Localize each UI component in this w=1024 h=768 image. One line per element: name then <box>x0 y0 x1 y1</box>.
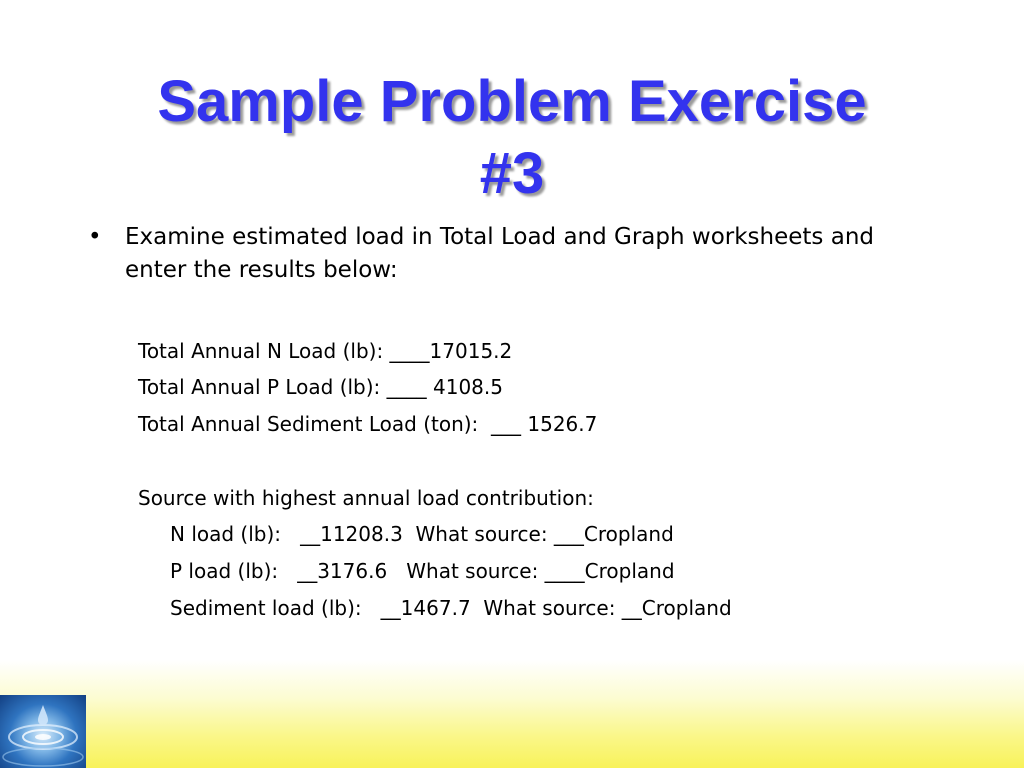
total-n-load-line: Total Annual N Load (lb): ____17015.2 <box>138 339 513 363</box>
source-p-load-line: P load (lb): __3176.6 What source: ____Cropland <box>170 559 675 583</box>
slide-title <box>40 66 984 210</box>
water-drop-icon <box>0 695 86 768</box>
total-p-load-line: Total Annual P Load (lb): ____ 4108.5 <box>138 375 503 399</box>
total-sediment-load-line: Total Annual Sediment Load (ton): ___ 1526.7 <box>138 412 598 436</box>
bullet-text: Examine estimated load in Total Load and Graph worksheets and enter the results below: <box>125 224 874 283</box>
bottom-gradient-band <box>0 660 1024 768</box>
source-sediment-load-line: Sediment load (lb): __1467.7 What source: __Cropland <box>170 596 732 620</box>
bullet-symbol: • <box>88 224 102 250</box>
slide-title-line2: #3 <box>479 141 545 206</box>
source-heading: Source with highest annual load contribution: <box>138 486 594 510</box>
source-n-load-line: N load (lb): __11208.3 What source: ___Cropland <box>170 522 674 546</box>
slide-title-line1: Sample Problem Exercise <box>157 69 867 134</box>
